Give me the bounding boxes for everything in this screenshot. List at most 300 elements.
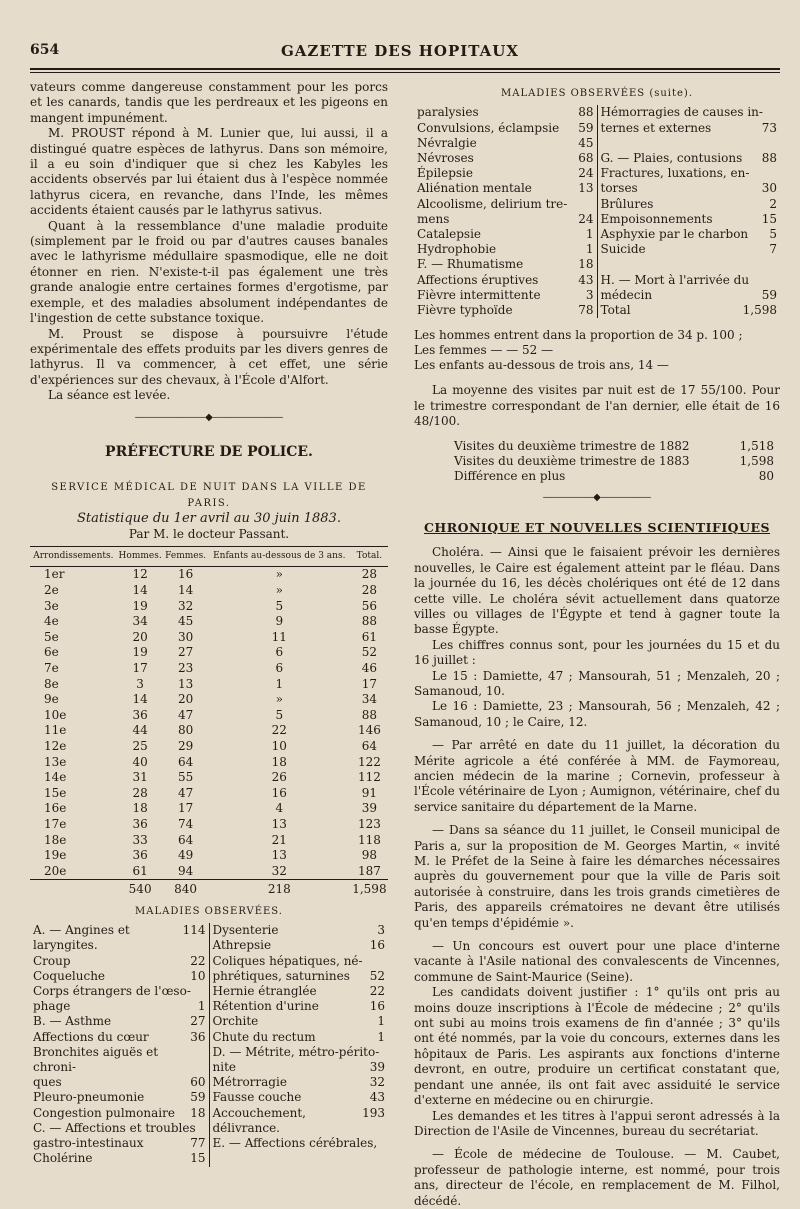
maladie-item <box>33 1151 206 1166</box>
maladie-count: 18 <box>190 1105 206 1120</box>
table-header-cell: Arrondissements. <box>30 546 117 566</box>
visites-row <box>454 439 774 454</box>
table-cell: 123 <box>357 816 381 831</box>
table-row <box>30 817 388 833</box>
table-cell: 4e <box>44 614 59 629</box>
table-cell: 34 <box>361 692 378 707</box>
table-cell: 18 <box>132 801 148 816</box>
maladie-item <box>601 227 778 242</box>
maladie-item <box>33 954 206 969</box>
maladie-name: phrétiques, saturnines <box>212 968 350 983</box>
maladie-item <box>417 242 594 257</box>
maladie-count <box>381 1045 385 1060</box>
maladie-name: Coliques hépatiques, né- <box>212 953 363 968</box>
maladie-item <box>33 1075 206 1090</box>
visites-row <box>454 469 774 484</box>
table-cell: 33 <box>132 832 148 847</box>
maladie-name: D. — Métrite, métro-périto- <box>212 1044 380 1059</box>
maladie-count: 59 <box>761 287 777 302</box>
table-cell: 29 <box>177 739 194 753</box>
maladie-count: 39 <box>369 1060 385 1075</box>
table-cell: 88 <box>361 707 378 722</box>
table-cell: 74 <box>177 816 194 831</box>
table-row <box>30 832 388 848</box>
maladie-item <box>33 1045 206 1075</box>
header-rule-thin <box>30 72 780 73</box>
table-total-cell: 540 <box>117 880 164 898</box>
maladie-count: 59 <box>578 120 594 135</box>
maladie-item <box>417 181 594 196</box>
table-total-cell <box>30 880 117 898</box>
maladie-count: 68 <box>578 151 594 166</box>
maladie-item <box>213 1075 386 1090</box>
maladie-count: 18 <box>578 257 594 272</box>
maladies-table-suite <box>414 105 780 318</box>
maladie-count: 59 <box>190 1090 206 1105</box>
table-cell: 28 <box>132 785 148 800</box>
chronique-body <box>414 545 780 1209</box>
table-cell: 40 <box>132 754 148 769</box>
maladie-name: Brûlures <box>600 196 654 211</box>
maladie-count: 22 <box>369 984 385 999</box>
maladie-count: 3 <box>377 923 385 938</box>
maladie-count: 45 <box>578 135 594 150</box>
table-cell: 61 <box>132 863 148 878</box>
table-row <box>30 755 388 771</box>
maladie-name: Suicide <box>600 242 646 257</box>
visites-value: 1,518 <box>739 439 774 454</box>
table-cell: 98 <box>361 848 378 863</box>
maladie-item <box>417 212 594 227</box>
table-cell: 36 <box>132 707 148 722</box>
maladie-item <box>601 273 778 288</box>
chronique-paragraph: Les demandes et les titres à l'appui seront adressés à la Direction de l'Asile de Vincennes, bureau du secrétariat. <box>414 1108 780 1138</box>
moyenne-paragraph: La moyenne des visites par nuit est de 17 55/100. Pour le trimestre correspondant de l'an dernier, elle était de 16 48/100. <box>414 383 780 429</box>
table-cell: 94 <box>177 863 194 878</box>
maladie-item <box>213 1060 386 1075</box>
paragraph: vateurs comme dangereuse constamment pour les porcs et les canards, tandis que les perdreaux et les pigeons en mangent impunément. <box>30 80 388 125</box>
table-cell: 10 <box>271 739 287 753</box>
maladie-name: torses <box>600 181 638 196</box>
table-cell: 28 <box>361 583 378 598</box>
table-cell: 11 <box>271 629 287 644</box>
table-cell: 20 <box>177 692 194 707</box>
maladie-count <box>590 197 594 212</box>
table-cell: 187 <box>357 863 381 878</box>
table-cell: 14 <box>132 692 148 707</box>
table-cell: 17 <box>361 676 378 691</box>
table-cell: 6 <box>275 661 284 676</box>
table-cell: 2e <box>44 583 59 598</box>
right-column <box>414 80 780 1209</box>
table-cell: 34 <box>132 614 148 629</box>
maladie-name: mens <box>417 211 450 226</box>
table-cell: » <box>275 583 283 598</box>
maladie-name: Catalepsie <box>417 227 482 242</box>
maladie-item <box>601 151 778 166</box>
maladie-item <box>33 1106 206 1121</box>
maladie-name: F. — Rhumatisme <box>417 257 524 272</box>
maladie-item <box>213 1030 386 1045</box>
table-cell: 88 <box>361 614 378 629</box>
table-header-cell: Femmes. <box>163 546 207 566</box>
chronique-title: CHRONIQUE ET NOUVELLES SCIENTIFIQUES <box>423 519 771 535</box>
table-cell: 20e <box>44 863 67 878</box>
table-row <box>30 864 388 880</box>
table-total-cell: 840 <box>163 880 207 898</box>
table-cell: 18 <box>271 754 287 769</box>
table-cell: 45 <box>177 614 194 629</box>
paragraph: M. Proust se dispose à poursuivre l'étude expérimentale des effets produits par les divers genres de lathyrus. Il va commencer, à cet effet, une série d'expériences sur des chevaux, à l'École d'Alfort. <box>30 326 388 387</box>
maladie-name: Asphyxie par le charbon <box>600 227 749 242</box>
table-row <box>30 567 388 583</box>
table-row <box>30 739 388 755</box>
maladie-item <box>417 197 594 212</box>
maladie-name: Cholérine <box>33 1151 93 1166</box>
table-cell: 3 <box>136 676 144 691</box>
table-cell: 64 <box>361 739 378 753</box>
stats-author: Par M. le docteur Passant. <box>128 526 290 541</box>
maladie-item <box>601 288 778 303</box>
chronique-paragraph: Les chiffres connus sont, pour les journées du 15 et du 16 juillet : <box>414 637 780 668</box>
table-header-cell: Hommes. <box>117 546 164 566</box>
maladie-count: 2 <box>769 196 777 211</box>
table-cell: 52 <box>361 645 378 660</box>
visites-block <box>414 439 780 484</box>
table-cell: 14 <box>177 583 194 598</box>
paragraph: M. PROUST répond à M. Lunier que, lui aussi, il a distingué quatre espèces de lathyrus. Dans son mémoire, il a eu soin d'indiquer que si chez les Kabyles les accidents observés par lui étaient dus à l'espèce nommée lathyrus cicera, en revanche, dans l'Inde, les mêmes accidents étaient causés par le lathyrus sativus. <box>30 126 388 218</box>
maladie-name: Névroses <box>417 151 474 166</box>
table-header-cell: Total. <box>351 546 388 566</box>
table-row <box>30 661 388 677</box>
chronique-paragraph: Les candidats doivent justifier : 1° qu'ils ont pris au moins douze inscriptions à l'École de médecine ; 2° qu'ils ont subi au moins trois examens de fin d'année ; 3° qu'ils ont été nommés, par la voie du concours, externes dans les hôpitaux de Paris. Les aspirants aux fonctions d'interne devront, en outre, produire un certificat constatant que, pendant une année, ils ont fait avec assiduité le service d'externe en médecine ou en chirurgie. <box>414 985 780 1108</box>
maladie-item <box>33 1090 206 1105</box>
table-cell: 36 <box>132 848 148 863</box>
table-cell: 13 <box>177 676 194 691</box>
maladie-name: A. — Angines et laryngites. <box>33 923 130 953</box>
maladie-item <box>213 984 386 999</box>
page-number: 654 <box>30 42 60 58</box>
table-cell: 16 <box>271 785 287 800</box>
maladie-count <box>773 105 777 120</box>
maladie-name: ternes et externes <box>600 120 712 135</box>
maladie-item <box>213 1014 386 1029</box>
visites-row <box>454 454 774 469</box>
table-total-cell: 1,598 <box>351 880 388 898</box>
maladie-name: ques <box>33 1075 62 1090</box>
table-cell: 46 <box>361 661 378 676</box>
maladie-name: Total <box>600 303 631 318</box>
maladie-item <box>213 923 386 938</box>
maladie-name: Rétention d'urine <box>212 999 319 1014</box>
maladie-item <box>417 105 594 120</box>
table-row <box>30 630 388 646</box>
table-cell: 21 <box>271 832 287 847</box>
maladie-count: 88 <box>578 105 594 120</box>
table-cell: 19e <box>44 848 67 863</box>
maladie-name: paralysies <box>417 105 479 120</box>
table-row <box>30 583 388 599</box>
visites-value: 80 <box>758 469 774 484</box>
maladie-name: Coqueluche <box>33 968 106 983</box>
table-cell: 14e <box>44 770 67 785</box>
maladie-name: Convulsions, éclampsie <box>417 120 560 135</box>
maladie-item <box>33 999 206 1014</box>
maladie-count: 77 <box>190 1136 206 1151</box>
maladie-item <box>601 242 778 257</box>
table-cell: 32 <box>271 863 287 878</box>
table-cell: 20 <box>132 629 148 644</box>
visites-label: Différence en plus <box>454 469 566 484</box>
table-cell: 22 <box>271 723 287 738</box>
maladie-count: 52 <box>369 968 385 983</box>
table-cell: 1 <box>275 676 284 691</box>
maladies-table <box>30 923 388 1166</box>
table-cell: 3e <box>44 598 59 613</box>
maladie-item <box>601 197 778 212</box>
table-cell: 11e <box>44 723 67 738</box>
maladie-name: Fièvre typhoïde <box>417 303 513 318</box>
table-cell: 55 <box>177 770 194 785</box>
proportion-line: Les enfants au-dessous de trois ans, 14 — <box>414 358 669 373</box>
maladie-count: 15 <box>190 1151 206 1166</box>
table-cell: 15e <box>44 785 67 800</box>
maladie-item <box>33 969 206 984</box>
table-row <box>30 614 388 630</box>
maladie-count <box>202 1121 206 1136</box>
table-cell: 30 <box>177 629 194 644</box>
table-row <box>30 786 388 802</box>
proportions <box>414 328 780 373</box>
table-cell: 118 <box>357 832 381 847</box>
section-subtitle: SERVICE MÉDICAL DE NUIT DANS LA VILLE DE PARIS. <box>51 482 367 509</box>
table-cell: 5e <box>44 629 59 644</box>
journal-title: GAZETTE DES HOPITAUX <box>280 42 519 60</box>
maladie-count: 43 <box>369 1090 385 1105</box>
stats-title: Statistique du 1er avril au 30 juin 1883. <box>77 511 341 527</box>
maladie-name: C. — Affections et troubles <box>33 1120 196 1135</box>
table-cell: 26 <box>271 770 287 785</box>
maladie-name: Épilepsie <box>417 166 473 181</box>
maladie-name: Alcoolisme, delirium tre- <box>417 196 568 211</box>
table-cell: 5 <box>275 598 284 613</box>
maladie-item <box>417 136 594 151</box>
table-cell: 19 <box>132 645 148 660</box>
maladie-count: 27 <box>190 1014 206 1029</box>
maladie-name: Affections du cœur <box>33 1029 149 1044</box>
proportion-line: Les femmes — — 52 — <box>414 343 554 358</box>
maladie-item <box>417 227 594 242</box>
maladie-name: Orchite <box>212 1014 259 1029</box>
table-row <box>30 708 388 724</box>
paragraph: Quant à la ressemblance d'une maladie produite (simplement par le froid ou par d'autres causes banales avec le lathyrisme médullaire spasmodique, elle ne doit étonner en rien. N'existe-t-il pas également une très grande analogie entre certaines formes d'ergotisme, par exemple, et des maladies absolument indépendantes de l'ingestion de cette substance toxique. <box>30 218 388 326</box>
left-column <box>30 80 388 1167</box>
maladie-count: 30 <box>761 181 777 196</box>
maladie-count: 7 <box>769 242 777 257</box>
divider-ornament: ―――――――◆――――――― <box>135 411 283 423</box>
maladie-item <box>213 938 386 953</box>
maladie-name: B. — Asthme <box>33 1014 112 1029</box>
maladie-count: 15 <box>761 211 777 226</box>
paragraph: La séance est levée. <box>48 388 171 403</box>
maladie-count: 22 <box>190 953 206 968</box>
chronique-paragraph: — École de médecine de Toulouse. — M. Caubet, professeur de pathologie interne, est nommé, pour trois ans, directeur de l'école, en remplacement de M. Filhol, décédé. <box>414 1147 780 1208</box>
table-cell: » <box>275 692 283 707</box>
table-cell: 12e <box>44 739 67 753</box>
maladie-item <box>601 136 778 151</box>
maladie-item <box>33 1030 206 1045</box>
maladie-name: Métrorragie <box>212 1075 287 1090</box>
maladie-item <box>601 212 778 227</box>
maladie-name: Corps étrangers de l'œso- <box>33 984 191 999</box>
table-cell: 47 <box>177 785 194 800</box>
maladie-item <box>417 257 594 272</box>
table-cell: 13 <box>271 848 287 863</box>
maladie-item <box>213 1045 386 1060</box>
maladie-item <box>417 273 594 288</box>
maladie-name: Congestion pulmonaire <box>33 1105 175 1120</box>
maladie-count <box>202 1045 206 1075</box>
maladie-count: 36 <box>190 1029 206 1044</box>
table-cell: 64 <box>177 832 194 847</box>
maladie-item <box>601 303 778 318</box>
table-cell: 9 <box>275 614 284 629</box>
maladie-item <box>601 181 778 196</box>
maladie-name: Empoisonnements <box>600 211 713 226</box>
visites-value: 1,598 <box>739 454 774 469</box>
maladie-name: Aliénation mentale <box>417 181 532 196</box>
maladie-count: 73 <box>761 120 777 135</box>
table-cell: 61 <box>361 629 378 644</box>
maladie-name: Accouchement, délivrance. <box>212 1105 306 1135</box>
maladie-name: E. — Affections cérébrales, <box>212 1136 378 1151</box>
maladie-count: 88 <box>761 151 777 166</box>
maladie-count: 16 <box>369 999 385 1014</box>
maladie-count: 16 <box>369 938 385 953</box>
maladie-name: Fausse couche <box>212 1090 302 1105</box>
maladie-count: 114 <box>182 923 206 938</box>
maladie-count: 193 <box>362 1105 385 1120</box>
maladie-name: Dysenterie <box>212 923 279 938</box>
maladie-item <box>213 999 386 1014</box>
table-cell: 39 <box>361 801 378 816</box>
maladie-count <box>381 954 385 969</box>
maladie-count: 43 <box>578 272 594 287</box>
maladie-name: H. — Mort à l'arrivée du <box>600 272 750 287</box>
table-cell: 4 <box>275 801 284 816</box>
maladie-count: 1 <box>377 1014 385 1029</box>
table-cell: 10e <box>44 707 67 722</box>
table-cell: 47 <box>177 707 194 722</box>
header-rule <box>30 68 780 70</box>
maladie-name: Fièvre intermittente <box>417 287 541 302</box>
maladie-name: médecin <box>600 287 653 302</box>
maladie-item <box>33 923 206 953</box>
maladie-name: Fractures, luxations, en- <box>600 166 750 181</box>
table-cell: 25 <box>132 739 148 753</box>
table-row <box>30 723 388 739</box>
maladie-count: 1 <box>585 227 594 242</box>
maladie-name: Hydrophobie <box>417 242 497 257</box>
maladie-name: Névralgie <box>417 135 477 150</box>
table-cell: 9e <box>44 692 59 707</box>
table-cell: 23 <box>177 661 194 676</box>
chronique-paragraph: — Par arrêté en date du 11 juillet, la décoration du Mérite agricole a été conférée à MM. de Faymoreau, ancien médecin de la marine ; Cornevin, professeur à l'École vétérinaire de Lyon ; Aumignon, vétérinaire, chef du service sanitaire du département de la Marne. <box>414 738 780 814</box>
stats-table <box>30 546 388 898</box>
maladie-name: G. — Plaies, contusions <box>600 151 743 166</box>
table-cell: 56 <box>361 598 378 613</box>
table-cell: 18e <box>44 832 67 847</box>
table-cell: 146 <box>357 723 381 738</box>
maladie-item <box>213 1106 386 1136</box>
table-row <box>30 692 388 708</box>
maladie-count <box>773 166 777 181</box>
maladie-count: 1 <box>585 242 594 257</box>
chronique-paragraph: — Dans sa séance du 11 juillet, le Conseil municipal de Paris a, sur la proposition de M. Georges Martin, « invité M. le Préfet de la Seine à faire les démarches nécessaires auprès du gouvernement pour que la ville de Paris soit autorisée à construire, dans les trois grands cimetières de Paris, des appareils crématoires ne devant être utilisés qu'en temps d'épidémie ». <box>414 823 780 930</box>
maladie-count: 1 <box>197 999 206 1014</box>
table-cell: 7e <box>44 661 59 676</box>
maladie-count: 1 <box>377 1029 385 1044</box>
maladie-item <box>213 1136 386 1151</box>
table-header-cell: Enfants au-dessous de 3 ans. <box>208 546 351 566</box>
maladie-name: Bronchites aiguës et chroni- <box>33 1044 159 1075</box>
table-cell: 14 <box>132 583 148 598</box>
table-cell: 17 <box>177 801 194 816</box>
table-row <box>30 801 388 817</box>
table-cell: 6e <box>44 645 59 660</box>
maladie-name: Chute du rectum <box>212 1029 316 1044</box>
maladie-item <box>213 969 386 984</box>
table-cell: 16 <box>177 567 194 582</box>
maladie-item <box>33 1136 206 1151</box>
table-cell: 13 <box>271 816 287 831</box>
table-cell: 13e <box>44 754 67 769</box>
table-cell: 17e <box>44 816 67 831</box>
chronique-paragraph: — Un concours est ouvert pour une place d'interne vacante à l'Asile national des convalescents de Vincennes, commune de Saint-Maurice (Seine). <box>414 939 780 984</box>
table-cell: 31 <box>132 770 148 785</box>
table-cell: 44 <box>132 723 148 738</box>
table-cell: 16e <box>44 801 67 816</box>
table-row <box>30 677 388 693</box>
maladie-name: nite <box>212 1060 236 1075</box>
maladie-name: Athrepsie <box>212 938 272 953</box>
table-cell: 28 <box>361 567 378 582</box>
table-cell: 27 <box>177 645 194 660</box>
table-cell: 32 <box>177 598 194 613</box>
maladie-count: 3 <box>585 287 594 302</box>
table-row <box>30 599 388 615</box>
table-cell: 17 <box>132 661 148 676</box>
section-title: PRÉFECTURE DE POLICE. <box>105 443 313 460</box>
maladie-item <box>33 984 206 999</box>
table-cell: 91 <box>361 785 378 800</box>
maladie-item <box>601 121 778 136</box>
proportion-line: Les hommes entrent dans la proportion de 34 p. 100 ; <box>414 328 743 343</box>
maladie-name: Affections éruptives <box>417 272 539 287</box>
table-cell: » <box>275 567 283 582</box>
maladie-name: phage <box>33 999 71 1014</box>
maladie-item <box>417 303 594 318</box>
maladie-count <box>381 1136 385 1151</box>
table-cell: 49 <box>177 848 194 863</box>
maladie-count: 78 <box>578 303 594 318</box>
maladie-name: Hémorragies de causes in- <box>600 105 763 120</box>
maladie-name: gastro-intestinaux <box>33 1136 144 1151</box>
visites-label: Visites du deuxième trimestre de 1882 <box>454 439 690 454</box>
divider-ornament: ―――――◆――――― <box>543 492 651 504</box>
maladie-item <box>213 954 386 969</box>
table-cell: 36 <box>132 816 148 831</box>
